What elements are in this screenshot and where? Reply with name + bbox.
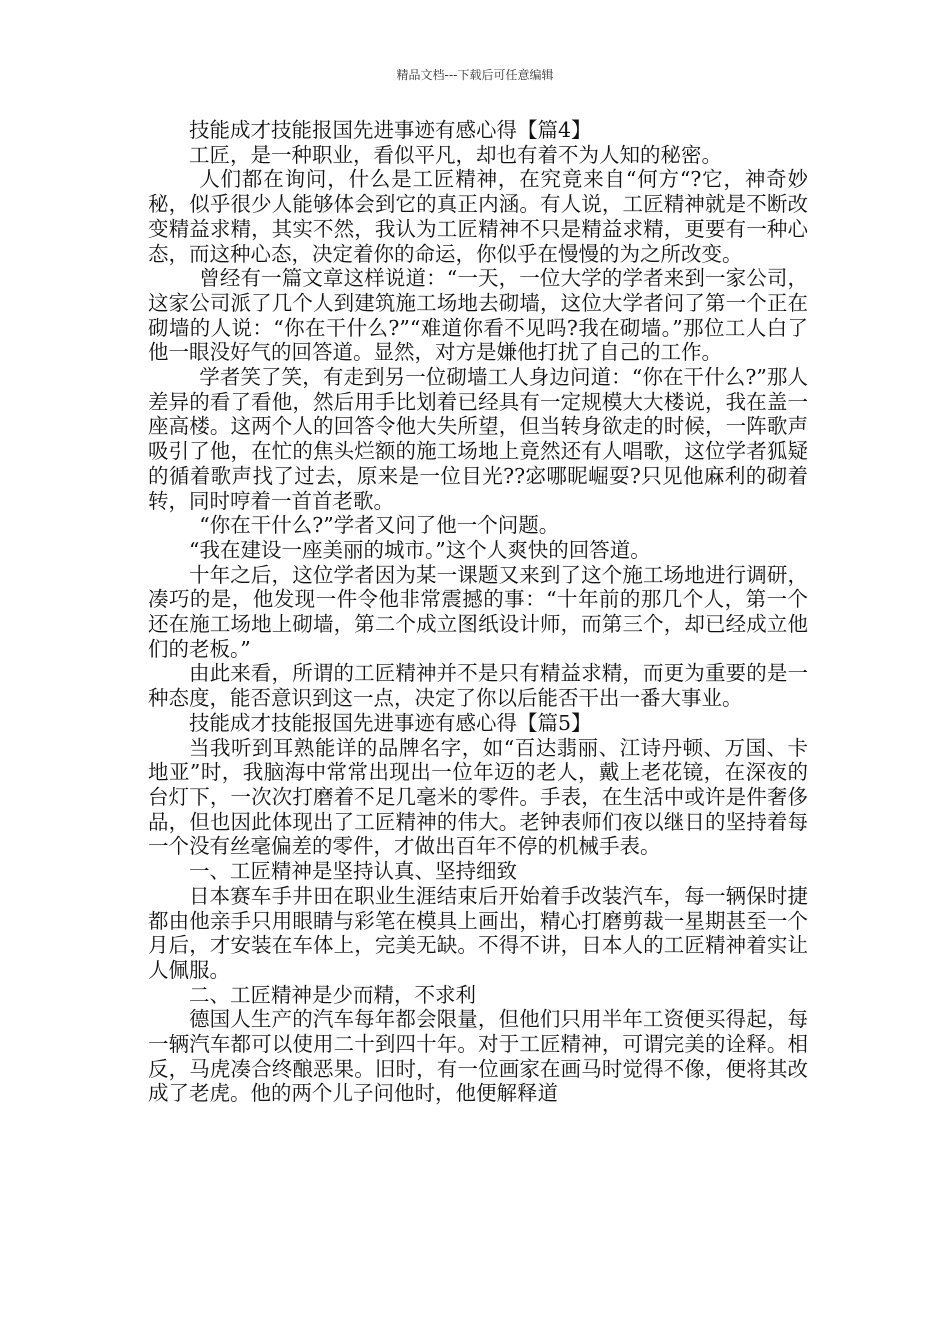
- paragraph: 当我听到耳熟能详的品牌名字，如“百达翡丽、江诗丹顿、万国、卡地亚”时，我脑海中常常出现出一位年迈的老人，戴上老花镜，在深夜的台灯下，一次次打磨着不足几毫米的零件。手表，在生活中或许是件奢侈品，但也因此体现出了工匠精神的伟大。老钟表师们夜以继日的坚持着每一个没有丝毫偏差的零件，才做出百年不停的机械手表。: [148, 735, 808, 859]
- section-heading-4: 技能成才技能报国先进事迹有感心得【篇4】: [189, 118, 592, 142]
- paragraph: 工匠，是一种职业，看似平凡，却也有着不为人知的秘密。: [189, 142, 722, 167]
- paragraph: 日本赛车手井田在职业生涯结束后开始着手改装汽车，每一辆保时捷都由他亲手只用眼睛与彩笔在模具上画出，精心打磨剪裁一星期甚至一个月后，才安装在车体上，完美无缺。不得不讲，日本人的工匠精神着实让人佩服。: [148, 883, 808, 982]
- document-body: [148, 118, 808, 1106]
- section-heading-5: 技能成才技能报国先进事迹有感心得【篇5】: [189, 710, 592, 735]
- subheading-2: 二、工匠精神是少而精，不求利: [189, 982, 476, 1007]
- paragraph: 人们都在询问，什么是工匠精神，在究竟来自“何方“?它，神奇妙秘，似乎很少人能够体会到它的真正内涵。有人说，工匠精神就是不断改变精益求精，其实不然，我认为工匠精神不只是精益求精，更要有一种心态，而这种心态，决定着你的命运，你似乎在慢慢的为之所改变。: [148, 167, 808, 266]
- paragraph: 由此来看，所谓的工匠精神并不是只有精益求精，而更为重要的是一种态度，能否意识到这一点，决定了你以后能否干出一番大事业。: [148, 661, 808, 711]
- paragraph: 学者笑了笑，有走到另一位砌墙工人身边问道：“你在干什么?”那人差异的看了看他，然后用手比划着已经具有一定规模大大楼说，我在盖一座高楼。这两个人的回答令他大失所望，但当转身欲走的时候，一阵歌声吸引了他，在忙的焦头烂额的施工场地上竟然还有人唱歌，这位学者狐疑的循着歌声找了过去，原来是一位目光??宓哪昵崛耍?只见他麻利的砌着转，同时哼着一首首老歌。: [148, 365, 808, 513]
- paragraph: 十年之后，这位学者因为某一课题又来到了这个施工场地进行调研，凑巧的是，他发现一件令他非常震撼的事：“十年前的那几个人，第一个还在施工场地上砌墙，第二个成立图纸设计师，而第三个，却已经成立他们的老板。”: [148, 562, 808, 661]
- page-header: 精品文档---下载后可任意编辑: [396, 68, 554, 82]
- paragraph: 德国人生产的汽车每年都会限量，但他们只用半年工资便买得起，每一辆汽车都可以使用二十到四十年。对于工匠精神，可谓完美的诠释。相反，马虎凑合终酿恶果。旧时，有一位画家在画马时觉得不像，便将其改成了老虎。他的两个儿子问他时，他便解释道: [148, 1007, 808, 1106]
- paragraph: 曾经有一篇文章这样说道：“一天，一位大学的学者来到一家公司，这家公司派了几个人到建筑施工场地去砌墙，这位大学者问了第一个正在砌墙的人说：“你在干什么?”“难道你看不见吗?我在砌墙。”那位工人白了他一眼没好气的回答道。显然，对方是嫌他打扰了自己的工作。: [148, 266, 808, 365]
- paragraph: “我在建设一座美丽的城市。”这个人爽快的回答道。: [189, 537, 651, 562]
- paragraph: “你在干什么?”学者又问了他一个问题。: [199, 513, 560, 538]
- subheading-1: 一、工匠精神是坚持认真、坚持细致: [189, 859, 517, 884]
